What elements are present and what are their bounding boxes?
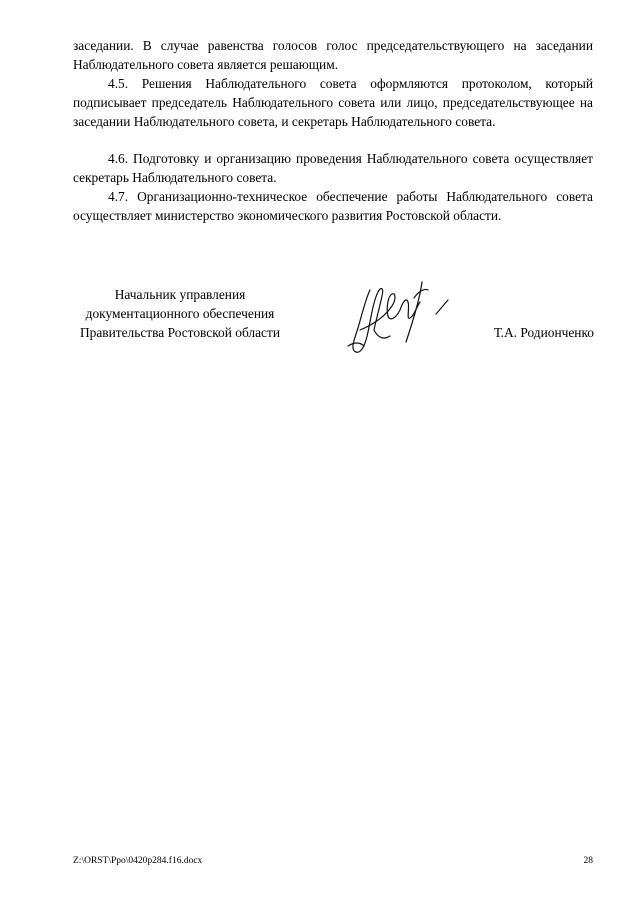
- signatory-position-line: документационного обеспечения: [85, 306, 275, 321]
- paragraph-continuation: заседании. В случае равенства голосов голос председательствующего на заседании Наблюдательного совета является решающим.: [73, 38, 593, 72]
- handwritten-signature: [340, 268, 455, 363]
- paragraph-4-6: 4.6. Подготовку и организацию проведения Наблюдательного совета осуществляет секретарь Наблюдательного совета.: [73, 151, 593, 185]
- signatory-position-line: Начальник управления: [114, 287, 246, 302]
- paragraph-4-7: 4.7. Организационно-техническое обеспечение работы Наблюдательного совета осуществляет министерство экономического развития Ростовской области.: [73, 189, 593, 223]
- paragraph-4-5: 4.5. Решения Наблюдательного совета оформляются протоколом, который подписывает председатель Наблюдательного совета или лицо, председательствующее на заседании Наблюдательного совета, и секретарь Наблюдательного совета.: [73, 76, 593, 129]
- page-number: 28: [583, 856, 593, 866]
- signatory-name: Т.А. Родионченко: [493, 325, 594, 340]
- signatory-position: [60, 285, 300, 342]
- footer-file-path: Z:\ORST\Ppo\0420p284.f16.docx: [73, 856, 203, 866]
- signatory-position-line: Правительства Ростовской области: [79, 325, 281, 340]
